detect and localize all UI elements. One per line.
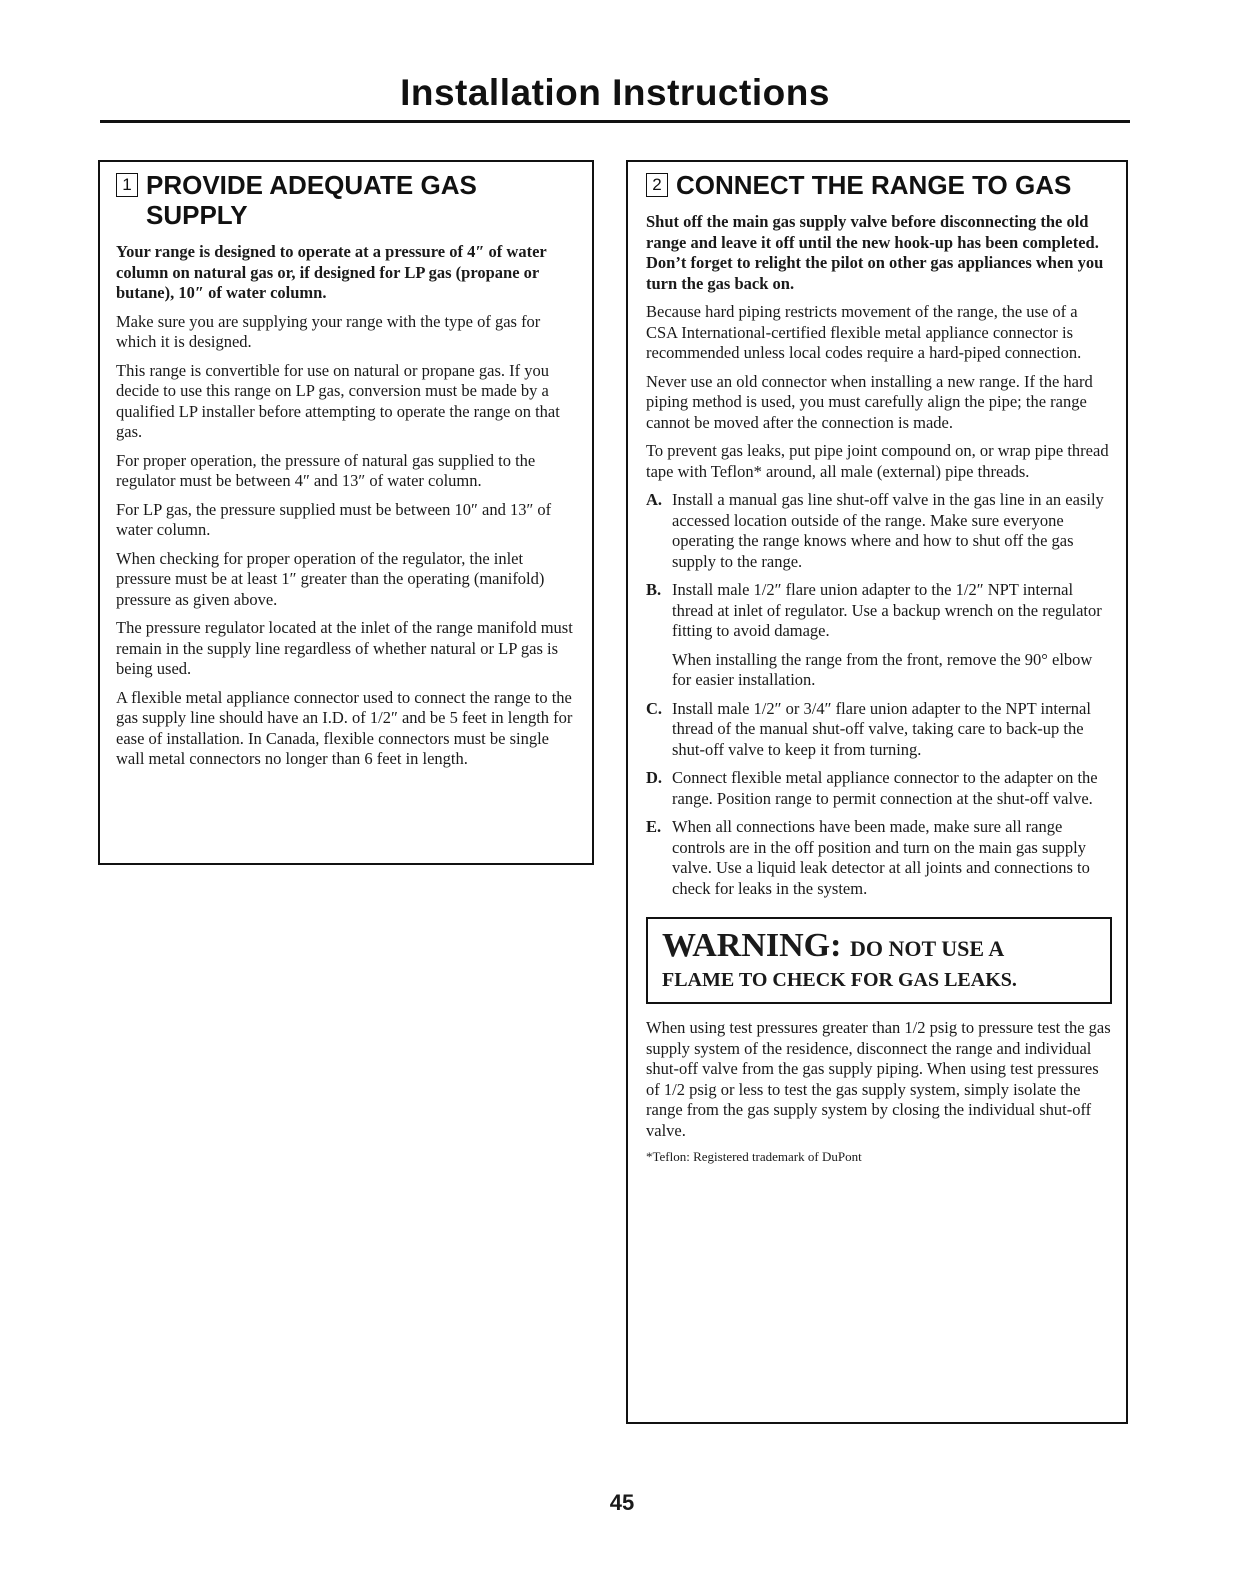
step-item [646, 768, 1112, 809]
title-rule [100, 120, 1130, 123]
section-provide-gas-supply [98, 160, 594, 865]
warning-text-1: DO NOT USE A [849, 936, 1005, 961]
paragraph: To prevent gas leaks, put pipe joint compound on, or wrap pipe thread tape with Teflon* around, all male (external) pipe threads. [646, 441, 1109, 481]
page-number: 45 [609, 1490, 635, 1515]
warning-line-1 [662, 927, 1096, 968]
step-letter: C. [646, 698, 663, 718]
step-text: Install male 1/2″ or 3/4″ flare union adapter to the NPT internal thread of the manual shut-off valve, taking care to back-up the shut-off valve to keep it from turning. [672, 698, 1091, 759]
step-text: Connect flexible metal appliance connector to the adapter on the range. Position range to permit connection at the shut-off valve. [672, 768, 1098, 808]
step-text: Install a manual gas line shut-off valve in the gas line in an easily accessed location outside of the range. Make sure everyone operating the range knows where and how to shut off the gas supply to the range. [672, 490, 1104, 571]
step-letter: E. [646, 817, 662, 836]
section-2-heading [646, 170, 1112, 200]
step-number-badge: 2 [646, 173, 668, 197]
paragraph: The pressure regulator located at the inlet of the range manifold must remain in the supply line regardless of whether natural or LP gas is being used. [116, 618, 573, 678]
warning-box [646, 917, 1112, 1004]
section-1-intro: Your range is designed to operate at a pressure of 4″ of water column on natural gas or, if designed for LP gas (propane or butane), 10″ of water column. [116, 242, 547, 302]
section-connect-range-to-gas [626, 160, 1128, 1424]
step-item [646, 490, 1112, 572]
paragraph: For LP gas, the pressure supplied must be between 10″ and 13″ of water column. [116, 499, 552, 539]
paragraph: A flexible metal appliance connector used to connect the range to the gas supply line should have an I.D. of 1/2″ and be 5 feet in length for ease of installation. In Canada, flexible connectors must be single wall metal connectors no longer than 6 feet in length. [116, 687, 573, 768]
warning-label: WARNING: [662, 927, 842, 964]
step-item [646, 699, 1112, 761]
section-1-heading [116, 170, 578, 230]
step-b-note: When installing the range from the front, remove the 90° elbow for easier installation. [672, 649, 1093, 689]
paragraph: Make sure you are supplying your range with the type of gas for which it is designed. [116, 311, 541, 351]
paragraph: When checking for proper operation of the regulator, the inlet pressure must be at least 1″ greater than the operating (manifold) pressure as given above. [116, 548, 545, 609]
footnote: *Teflon: Registered trademark of DuPont [646, 1149, 862, 1164]
step-text: Install male 1/2″ flare union adapter to the 1/2″ NPT internal thread at inlet of regulator. Use a backup wrench on the regulator fitting to avoid damage. [672, 580, 1102, 640]
warning-text-2: FLAME TO CHECK FOR GAS LEAKS. [662, 969, 1017, 991]
page-title: Installation Instructions [400, 72, 830, 113]
paragraph: Never use an old connector when installing a new range. If the hard piping method is used, you must carefully align the pipe; the range cannot be moved after the connection is made. [646, 371, 1093, 432]
paragraph: For proper operation, the pressure of natural gas supplied to the regulator must be between 4″ and 13″ of water column. [116, 450, 536, 490]
section-1-title: PROVIDE ADEQUATE GAS SUPPLY [146, 170, 477, 230]
paragraph: Because hard piping restricts movement of the range, the use of a CSA International-certified flexible metal appliance connector is recommended unless local codes require a hard-piped connection. [646, 302, 1082, 362]
step-letter: D. [646, 768, 663, 787]
paragraph: This range is convertible for use on natural or propane gas. If you decide to use this range on LP gas, conversion must be made by a qualified LP installer before attempting to operate the range on that gas. [116, 360, 560, 441]
step-letter: A. [646, 490, 663, 509]
section-2-title: CONNECT THE RANGE TO GAS [676, 170, 1072, 200]
step-item [646, 580, 1112, 642]
step-letter: B. [646, 580, 662, 599]
step-number-badge: 1 [116, 173, 138, 197]
step-item [646, 817, 1112, 899]
after-warning-paragraph: When using test pressures greater than 1/2 psig to pressure test the gas supply system of the residence, disconnect the range and individual shut-off valve from the gas supply piping. When using test pressures of 1/2 psig or less to test the gas supply system, simply isolate the range from the gas supply system by closing the individual shut-off valve. [646, 1018, 1111, 1140]
step-text: When all connections have been made, make sure all range controls are in the off position and turn on the main gas supply valve. Use a liquid leak detector at all joints and connections to check for leaks in the system. [672, 817, 1090, 898]
section-2-intro: Shut off the main gas supply valve before disconnecting the old range and leave it off until the new hook-up has been completed. Don’t forget to relight the pilot on other gas appliances when you turn the gas back on. [646, 212, 1104, 293]
